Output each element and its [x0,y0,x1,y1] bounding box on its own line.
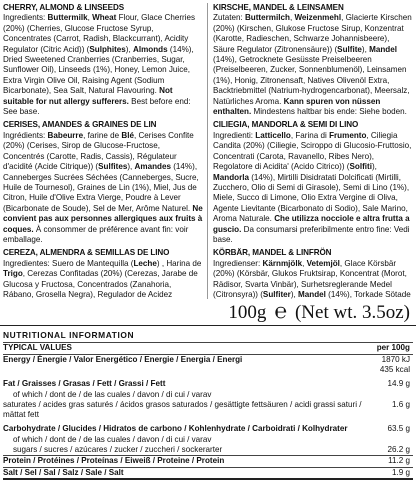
ingredient-text [3,13,203,117]
nutrition-table [3,342,413,480]
ingredient-columns [3,3,413,299]
net-weight [228,300,410,324]
nutrient-label: Salt / Sel / Sal / Salz / Sale / Salt [3,467,377,479]
nutrient-value: 14.9 g [387,379,410,389]
allergen-text: Leche [133,258,157,268]
ingredient-section [3,120,203,245]
ingredients-column-left [3,3,208,299]
nutrient-value: 26.2 g [387,445,410,455]
ingredient-section [3,248,203,299]
allergen-text: Buttermilk [47,13,88,23]
allergen-text: Latticello [255,130,291,140]
ingredients-column-right [208,3,413,299]
ingredient-fragment: À consommer de préférence avant fin: voir emballage. [3,224,189,244]
nutrition-row [3,365,413,375]
ingredient-fragment: (14%), Getrocknete Gesüsste Preiselbeeren (Preiselbeeren, Zucker, Sonnenblumenöl), Leinsamen (1%), Honig, Zitronensaft, Natives Olivenöl Extra, Backtriebmittel (Natrium-hydrogencarbonat), Meersalz, Natürliches Aroma. [213,55,410,106]
allergen-text: Solfiti [349,162,372,172]
ingredient-fragment: Ingredientes: Suero de Mantequilla ( [3,258,134,268]
allergen-text: Kärnmjölk [262,258,303,268]
ingredient-section [213,248,413,299]
nutrient-label: Protein / Protéines / Proteínas / Eiweiß / Proteine / Protein [3,456,377,467]
ingredient-section [213,3,413,117]
ingredient-fragment: Ingredients: [3,13,48,23]
allergen-text: Sulfiter [262,289,291,299]
section-title: CEREZA, ALMENDRA & SEMILLAS DE LINO [3,248,170,258]
nutrition-row [3,435,413,445]
nutrient-value [377,390,413,400]
ingredient-fragment: ), [125,44,133,54]
allergen-text: Wheat [92,13,117,23]
ingredient-fragment: (14%), Dried Sweetened Cranberries (Cranberries, Sugar, Sunflower Oil), Linseeds (1%), Honey, Lemon Juice, Extra Virgin Olive Oil, Raising Agent (Sodium Bicarbonate), Sea Salt, Natural Flavouring. [3,44,194,96]
nutrient-value: 63.5 g [387,424,410,434]
nutrition-row [3,354,413,365]
ingredient-fragment: Zutaten: [213,13,245,23]
ingredient-fragment: (14%), Mirtilli Disidratati Dolcificati (Mirtilli, Zucchero, Olio di Semi di Girasole), Semi di Lino (1%), Miele, Succo di Limone, Olio Extra Vergine di Oliva, Agente Lievitante (Bicarbonato di Sodio), Sale Marino, Aroma Naturale. [213,172,410,224]
section-title: CILIEGIA, MANDORLA & SEMI DI LINO [213,120,359,130]
nutrient-label: sugars / sucres / azúcares / zucker / zuccheri / sockerarter [13,445,223,455]
allergen-text: Che utilizza nocciole e altra frutta a guscio. [213,214,410,234]
weight-imperial: (Net wt. 3.5oz) [294,302,410,323]
nutrition-row [3,467,413,479]
ingredient-fragment: Ingredienser: [213,258,263,268]
allergen-text: Almonds [133,44,168,54]
nutrition-panel [0,325,416,480]
nutrition-row [3,420,413,434]
ingredient-fragment: , [302,258,307,268]
ingredient-fragment: , [87,13,93,23]
ingredient-fragment: ), [290,289,299,299]
allergen-text: Frumento [329,130,367,140]
ingredient-fragment: ), [127,162,135,172]
nutrition-title: NUTRITIONAL INFORMATION [0,325,416,342]
nutrient-label: saturates / acides gras saturés / ácidos grasos saturados / gesättigte fettsäuren / acidi grassi saturi / mättat fett [3,399,362,420]
section-title: CERISES, AMANDES & GRAINES DE LIN [3,120,157,130]
ingredient-text [213,131,413,245]
nutrient-label: Energy / Énergie / Valor Energético / Energie / Energia / Energi [3,354,377,365]
allergen-text: Mandorla [213,172,249,182]
nutrient-label: Carbohydrate / Glucides / Hidratos de carbono / Kohlenhydrate / Carboidrati / Kolhydrater [3,424,348,434]
ingredient-fragment: , [289,13,295,23]
allergen-text: Buttermilch [244,13,290,23]
nutrient-label: of which / dont de / de las cuales / davon / di cui / varav [13,434,212,444]
ingredient-text [213,259,413,299]
per-100g-label: per 100g [377,343,413,354]
ingredient-fragment: , Glacierte Kirschen (20%) (Kirschen, Glukose Fructose Sirup, Konzentrat (Karotte, Radieschen, Schwarze Johannisbeere), Säure Regulator (Zitronensäure)) ( [213,13,412,54]
ingredient-fragment: , Farina di [290,130,330,140]
nutrition-row [3,400,413,421]
ingredient-fragment: , Cerises Confite (20%) (Cerises, Sirop de Glucose-Fructose, Concentrés (Carotte, Radis, Cassis), Régulateur d'acidité (Acide Citrique)) ( [3,130,194,172]
allergen-text: Kann spuren von nüssen enthalten. [213,96,381,117]
ingredient-fragment: , farine de [83,130,122,140]
ingredient-fragment: , Glace Körsbär (20%) (Körsbär, Glukos Fruktsirap, Koncentrat (Morot, Rädisor, Svarta Vinbär), Surhetsreglerande Medel (Citronsyra)) ( [213,258,407,299]
ingredient-fragment: (14%), Canneberges Sucrées Séchées (Canneberges, Sucre, Huile de Tournesol), Graines de Lin (1%), Miel, Jus de Citron, Huile d'Olive Extra Vierge, Poudre à Lever (Bicarbonate de Soude), Sel de Mer, Arôme Naturel. [3,162,199,213]
allergen-text: Blé [121,130,134,140]
ingredient-fragment: Flour, Glace Cherries (20%) (Cherries, Glucose Fructose Syrup, Concentrates (Carrot, Radish, Blackcurrant), Acidity Regulator (Citric Acid)) ( [3,13,196,54]
typical-values-label: TYPICAL VALUES [3,343,377,354]
nutrient-label: Fat / Graisses / Grasas / Fett / Grassi / Fett [3,379,166,389]
nutrition-row [3,445,413,456]
allergen-text: Sulfites [98,162,128,172]
ingredient-fragment: (14%), Torkade Sötade [328,289,411,299]
allergen-text: Not suitable for nut allergy sufferers. [3,86,173,106]
ingredient-fragment: Best before end: See base. [3,96,191,117]
allergen-text: Weizenmehl [294,13,342,23]
ingredient-section [213,120,413,245]
ingredient-text [3,131,203,245]
section-title: CHERRY, ALMOND & LINSEEDS [3,3,125,12]
nutrition-row [3,375,413,389]
nutrition-row [3,456,413,467]
allergen-text: Sulphites [89,44,126,54]
nutrient-value: 1.9 g [377,467,413,479]
section-title: KIRSCHE, MANDEL & LEINSAMEN [213,3,344,12]
ingredient-fragment: , Ciliegia Candita (20%) (Ciliegie, Sciroppo di Glucosio-Fruttosio, Concentrati (Carota, Ravanello, Ribes Nero), Regolatore di Acidita' (Acido Citrico)) ( [213,130,412,172]
ingredient-fragment: ), [371,162,377,172]
nutrition-header-row [3,343,413,354]
ingredient-fragment: ), [361,44,370,54]
allergen-text: Sulfite [337,44,362,54]
ingredient-fragment: Ingredienti: [213,130,256,140]
allergen-text: Amandes [134,162,171,172]
ingredient-fragment: Mindestens haltbar bis ende: Siehe boden. [251,107,407,117]
nutrient-value: 435 kcal [379,365,410,374]
allergen-text: Ne convient pas aux personnes allergiques aux fruits à coques. [3,203,203,234]
allergen-text: Mandel [369,44,397,54]
nutrient-label [3,365,377,375]
ingredient-text [3,259,203,299]
ingredient-fragment: Da consumarsi preferibilmente entro fine: Vedi base. [213,224,410,244]
nutrient-value: 1.6 g [391,399,410,409]
ingredient-section [3,3,203,117]
nutrient-label: of which / dont de / de las cuales / davon / di cui / varav [13,389,212,399]
nutrient-value: 1870 kJ [377,354,413,365]
allergen-text: Vetemjöl [306,258,340,268]
nutrient-value: 11.2 g [377,456,413,467]
ingredient-text [213,13,413,117]
ingredient-fragment: Ingrédients: [3,130,48,140]
ingredient-fragment: ) , Harina de [156,258,202,268]
allergen-text: Babeurre [47,130,84,140]
allergen-text: Trigo [3,269,23,279]
nutrition-row [3,390,413,400]
section-title: KÖRBÄR, MANDEL & LINFRÖN [213,248,332,258]
estimated-sign-icon: ℮ [274,299,287,323]
allergen-text: Mandel [298,289,326,299]
nutrient-value [377,435,413,445]
weight-metric: 100g [228,302,267,323]
ingredient-fragment: , Cerezas Confitadas (20%) (Cerezas, Jarabe de Glucosa y Fructosa, Concentrados (Zanahoria, Rábano, Grosella Negra), Regulador de Acidez [3,269,198,299]
